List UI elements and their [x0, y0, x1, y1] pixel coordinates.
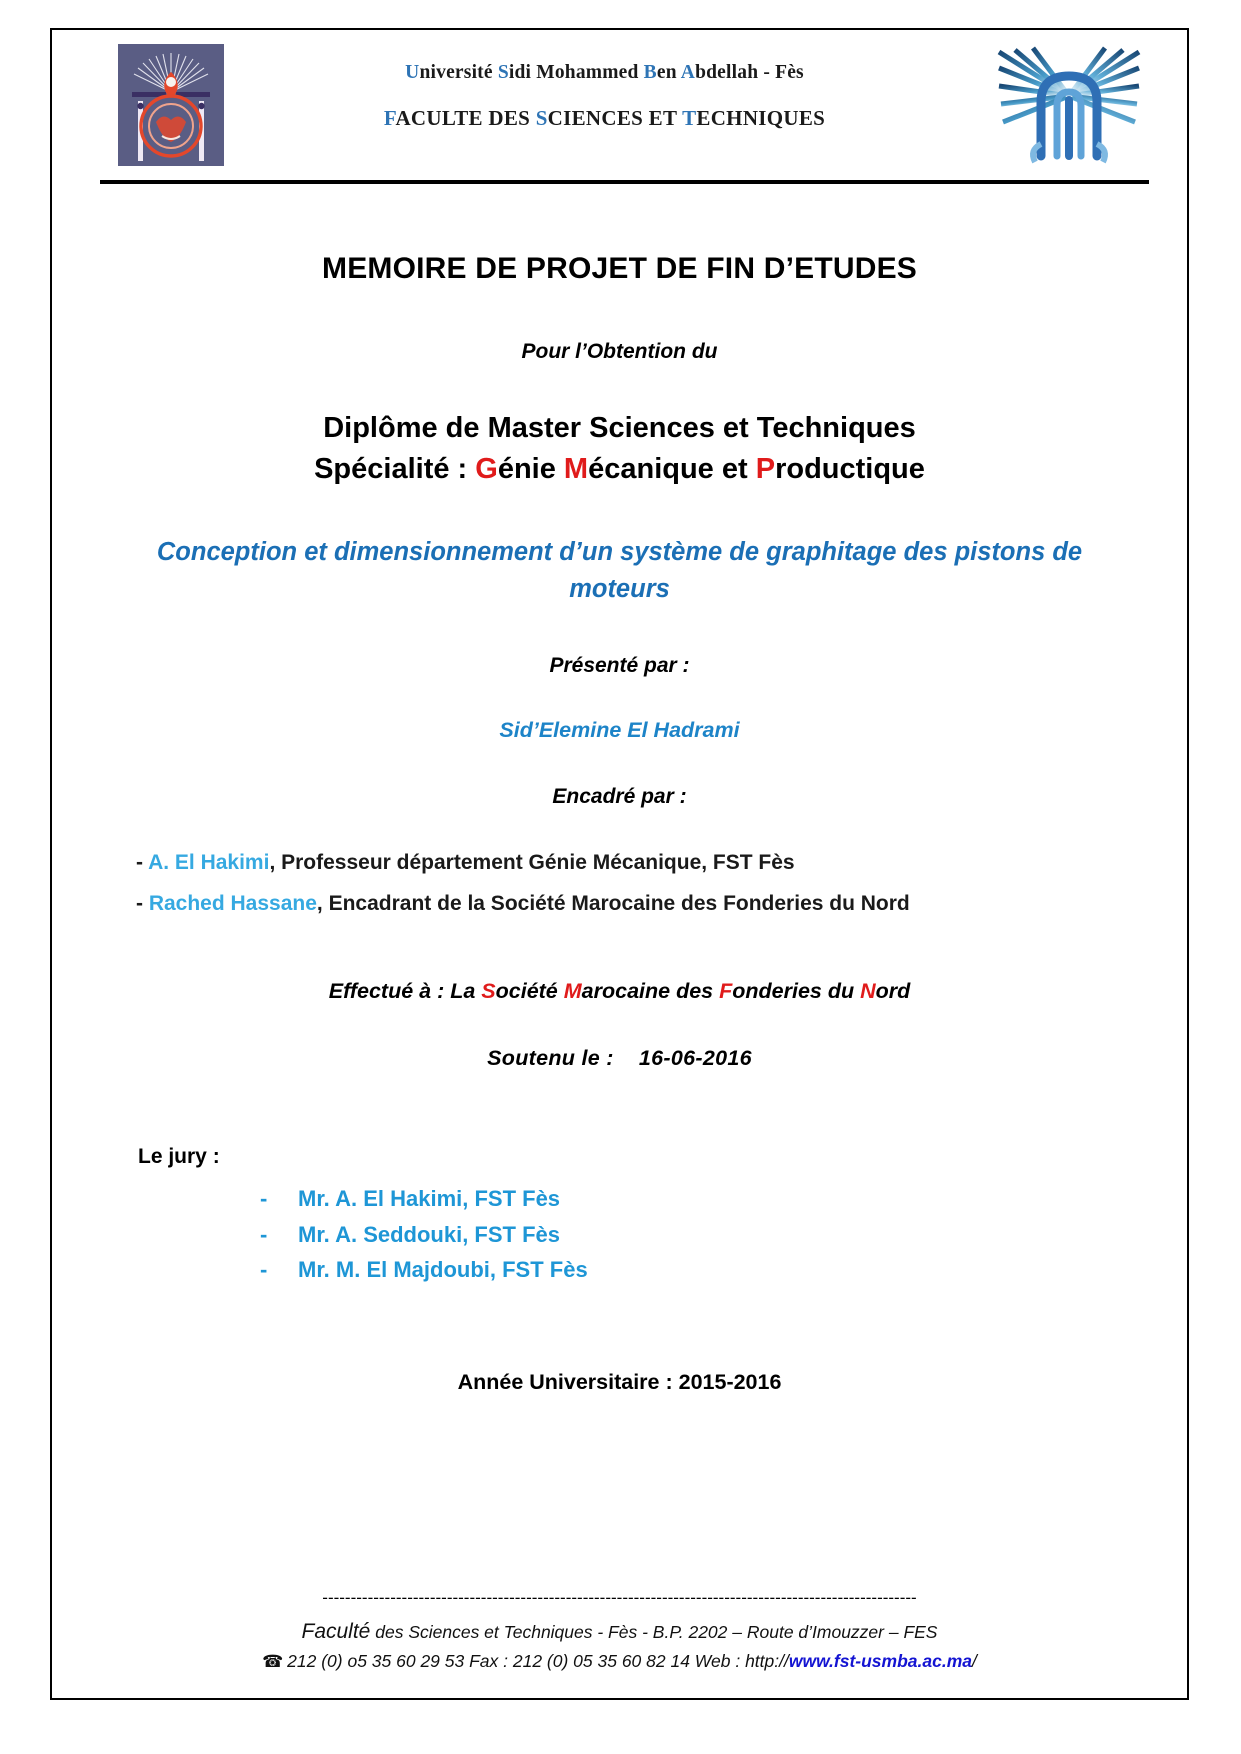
supervisor-role-0: , Professeur département Génie Mécanique, FST Fès	[269, 851, 795, 875]
supervisor-name-0: A. El Hakimi	[148, 851, 270, 875]
footer-address-rest: des Sciences et Techniques - Fès - B.P. 2202 – Route d’Imouzzer – FES	[370, 1622, 938, 1642]
supervisors-list	[80, 843, 1159, 925]
document-body	[80, 180, 1159, 1395]
footer-divider: ---------------------------------------------------------------------------------------------------------	[322, 1589, 917, 1608]
academic-year: Année Universitaire : 2015-2016	[457, 1370, 782, 1395]
specialty-line: Spécialité : Génie Mécanique et Productique	[314, 453, 925, 486]
supervised-by-label: Encadré par :	[552, 785, 687, 809]
company-initial-s: S	[481, 979, 496, 1004]
student-name: Sid’Elemine El Hadrami	[499, 718, 740, 743]
jury-member-row	[260, 1181, 1159, 1217]
supervisor-row	[136, 884, 1159, 925]
specialty-initial-g: G	[475, 453, 498, 486]
defense-date: 16-06-2016	[638, 1046, 752, 1071]
telephone-icon: ☎	[262, 1652, 283, 1671]
usmba-university-seal-logo	[118, 44, 224, 166]
defense-label: Soutenu le :	[487, 1046, 614, 1071]
footer-phone-fax: 212 (0) o5 35 60 29 53 Fax : 212 (0) 05 35 60 82 14 Web : http://	[282, 1651, 789, 1671]
specialty-initial-m: M	[563, 453, 589, 486]
project-subject: Conception et dimensionnement d’un système de graphitage des pistons de moteurs	[156, 538, 1083, 604]
footer-contact	[80, 1651, 1159, 1672]
supervisor-name-1: Rached Hassane	[148, 892, 317, 916]
faculty-name: FACULTE DES SCIENCES ET TECHNIQUES	[383, 106, 826, 130]
document-footer	[80, 1589, 1159, 1672]
for-obtaining-label: Pour l’Obtention du	[521, 340, 718, 363]
document-page	[50, 28, 1189, 1700]
fst-faculty-logo	[985, 44, 1153, 166]
company-initial-f: F	[719, 979, 733, 1004]
jury-label: Le jury :	[138, 1145, 220, 1169]
footer-address	[80, 1620, 1159, 1644]
footer-faculty-word: Faculté	[301, 1620, 371, 1643]
jury-member-name: Mr. A. Seddouki, FST Fès	[298, 1221, 561, 1247]
supervisor-row	[136, 843, 1159, 884]
company-initial-m: M	[563, 979, 582, 1004]
jury-bullet-dash: -	[260, 1257, 268, 1283]
supervisor-dash-0: -	[136, 851, 149, 875]
jury-member-row	[260, 1252, 1159, 1288]
page-title: MEMOIRE DE PROJET DE FIN D’ETUDES	[322, 252, 917, 285]
jury-members-list	[138, 1181, 1159, 1288]
jury-member-name: Mr. A. El Hakimi, FST Fès	[298, 1186, 561, 1212]
jury-member-row	[260, 1217, 1159, 1253]
performed-at-line: Effectué à : La Société Marocaine des Fonderies du Nord	[328, 979, 911, 1004]
university-name: Université Sidi Mohammed Ben Abdellah - Fès	[405, 62, 804, 83]
jury-bullet-dash: -	[260, 1186, 268, 1212]
specialty-initial-p: P	[755, 453, 776, 486]
presented-by-label: Présenté par :	[549, 654, 690, 678]
footer-website-link[interactable]: www.fst-usmba.ac.ma	[788, 1651, 972, 1671]
supervisor-dash-1: -	[136, 892, 149, 916]
defense-date-line	[80, 1046, 1159, 1071]
specialty-prefix: Spécialité :	[314, 453, 476, 486]
page-content	[52, 30, 1187, 1698]
company-initial-n: N	[860, 979, 876, 1004]
header-divider-rule	[100, 180, 1149, 184]
header-institution-text	[224, 30, 985, 131]
jury-bullet-dash: -	[260, 1221, 268, 1247]
footer-url-suffix: /	[972, 1651, 977, 1671]
diploma-line: Diplôme de Master Sciences et Techniques	[323, 412, 916, 444]
supervisor-role-1: , Encadrant de la Société Marocaine des Fonderies du Nord	[316, 892, 910, 916]
document-header	[80, 30, 1159, 180]
jury-member-name: Mr. M. El Majdoubi, FST Fès	[298, 1257, 588, 1283]
jury-section	[80, 1145, 1159, 1288]
